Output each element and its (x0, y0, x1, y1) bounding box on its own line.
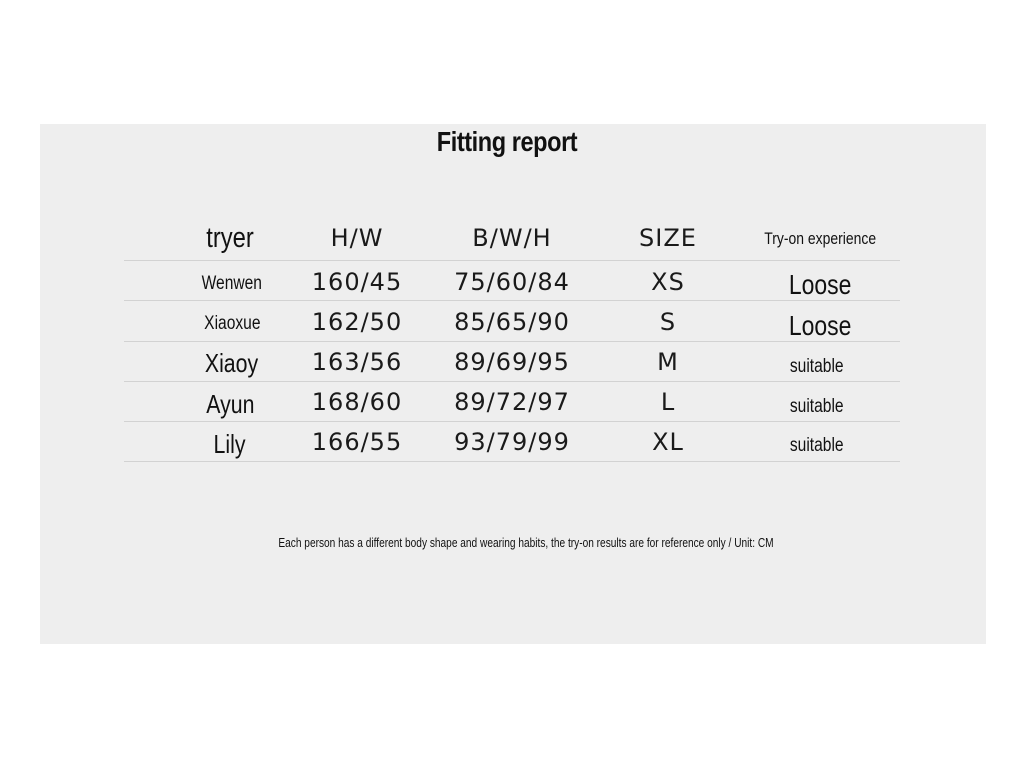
size-value: M (657, 348, 679, 376)
page-title: Fitting report (436, 126, 578, 157)
table-divider (124, 341, 900, 342)
height-weight-value: 160/45 (311, 268, 403, 296)
header-try-on-experience: Try-on experience (764, 229, 876, 248)
experience-value: Loose (788, 310, 852, 341)
bust-waist-hip-value: 89/72/97 (454, 388, 570, 416)
tryer-name: Xiaoy (205, 348, 259, 378)
bust-waist-hip-value: 85/65/90 (454, 308, 570, 336)
header-height-weight: H/W (330, 224, 384, 252)
height-weight-value: 163/56 (311, 348, 403, 376)
table-divider (124, 381, 900, 382)
size-value: S (659, 308, 677, 336)
footnote: Each person has a different body shape and wearing habits, the try-on results are for reference only / Unit: CM (278, 535, 774, 550)
tryer-name: Ayun (205, 389, 255, 419)
experience-value: suitable (790, 435, 844, 456)
height-weight-value: 162/50 (311, 308, 403, 336)
table-divider (124, 260, 900, 261)
header-size: SIZE (639, 224, 697, 252)
experience-value: suitable (790, 396, 844, 417)
size-value: L (660, 388, 676, 416)
bust-waist-hip-value: 93/79/99 (454, 428, 570, 456)
tryer-name: Lily (213, 429, 246, 459)
size-value: XS (651, 268, 685, 296)
report-panel (40, 124, 986, 644)
experience-value: Loose (788, 269, 852, 300)
size-value: XL (652, 428, 684, 456)
tryer-name: Xiaoxue (203, 313, 261, 334)
bust-waist-hip-value: 75/60/84 (454, 268, 570, 296)
table-divider (124, 300, 900, 301)
height-weight-value: 166/55 (311, 428, 403, 456)
experience-value: suitable (790, 356, 844, 377)
table-divider (124, 461, 900, 462)
tryer-name: Wenwen (201, 273, 263, 294)
height-weight-value: 168/60 (311, 388, 403, 416)
header-tryer: tryer (206, 222, 254, 254)
bust-waist-hip-value: 89/69/95 (454, 348, 570, 376)
header-bust-waist-hip: B/W/H (472, 224, 552, 252)
table-divider (124, 421, 900, 422)
